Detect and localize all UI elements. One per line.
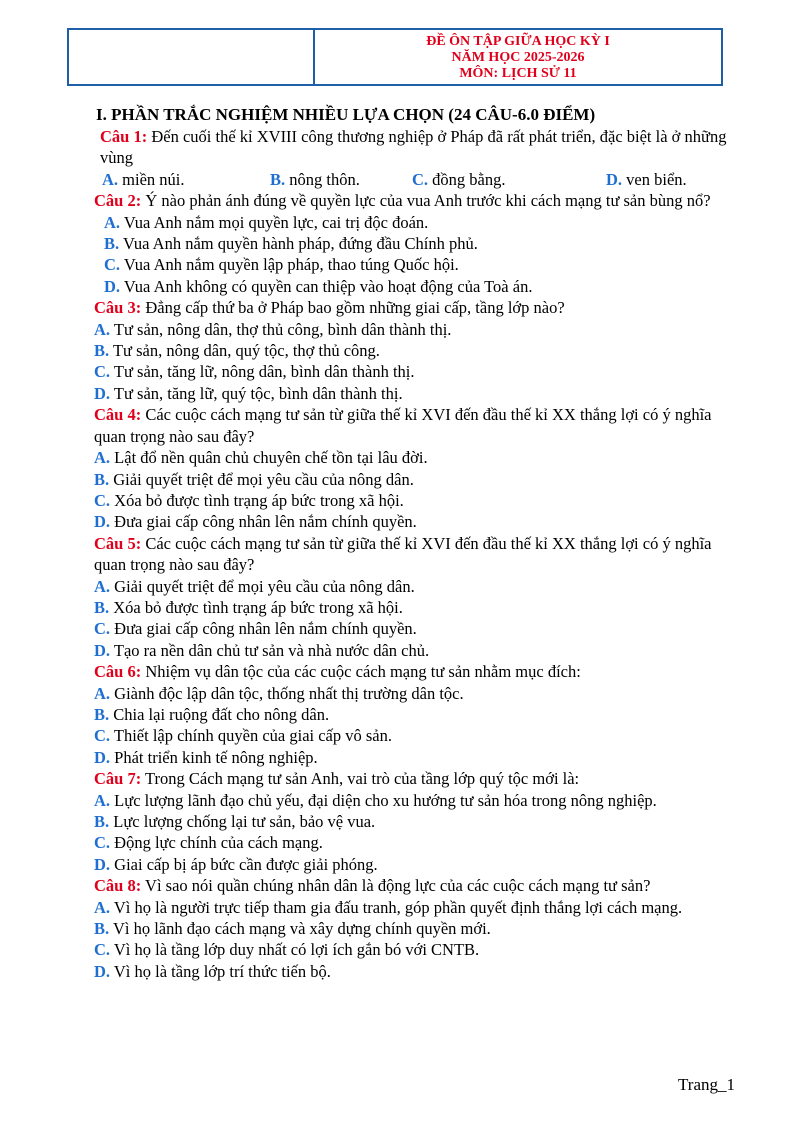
- option-b: [94, 918, 739, 939]
- option-c: [412, 169, 606, 190]
- question-text: Nhiệm vụ dân tộc của các cuộc cách mạng tư sản nhằm mục đích:: [141, 662, 581, 682]
- option-text: Vua Anh không có quyền can thiệp vào hoạt động của Toà án.: [120, 276, 533, 296]
- page-number: Trang_1: [678, 1075, 735, 1094]
- option-d: [94, 511, 739, 532]
- question-3: [94, 297, 739, 318]
- question-label: Câu 6:: [94, 662, 142, 682]
- option-d: [94, 383, 739, 404]
- option-d: [94, 961, 739, 982]
- option-text: Tư sản, tăng lữ, quý tộc, bình dân thành thị.: [110, 383, 403, 403]
- option-text: Lực lượng lãnh đạo chủ yếu, đại diện cho xu hướng tư sản hóa trong nông nghiệp.: [110, 790, 657, 810]
- option-a: [94, 212, 739, 233]
- option-label: D.: [94, 383, 111, 403]
- option-a: [94, 576, 739, 597]
- school-year: NĂM HỌC 2025-2026: [451, 49, 585, 65]
- option-label: D.: [94, 747, 111, 767]
- option-b: [94, 597, 739, 618]
- option-label: A.: [94, 683, 111, 703]
- question-6: [94, 661, 739, 682]
- option-label: B.: [94, 812, 110, 831]
- option-a: [94, 319, 739, 340]
- document-body: [94, 104, 739, 982]
- option-a: [94, 447, 739, 468]
- option-d: [606, 169, 687, 190]
- question-text: Các cuộc cách mạng tư sản từ giữa thế kỉ XVI đến đầu thế kỉ XX thắng lợi có ý nghĩa quan trọng nào sau đây?: [94, 533, 712, 575]
- option-text: Vì họ là tầng lớp duy nhất có lợi ích gắn bó với CNTB.: [110, 940, 480, 960]
- option-a: [94, 790, 739, 811]
- option-label: B.: [270, 169, 286, 189]
- question-2: [94, 190, 739, 211]
- option-text: Xóa bỏ được tình trạng áp bức trong xã hội.: [110, 490, 404, 510]
- option-text: Giải quyết triệt để mọi yêu cầu của nông dân.: [110, 576, 415, 596]
- option-b: [94, 469, 739, 490]
- question-text: Các cuộc cách mạng tư sản từ giữa thế kỉ XVI đến đầu thế kỉ XX thắng lợi có ý nghĩa quan trọng nào sau đây?: [94, 405, 712, 446]
- option-label: C.: [104, 255, 121, 275]
- option-c: [94, 939, 739, 960]
- option-label: A.: [104, 212, 121, 232]
- option-label: A.: [94, 576, 111, 596]
- option-c: [94, 254, 739, 275]
- option-d: [94, 747, 739, 768]
- header-right-cell: [315, 30, 721, 84]
- option-label: A.: [94, 448, 111, 468]
- option-label: D.: [94, 640, 111, 660]
- question-5: [94, 533, 739, 576]
- option-label: C.: [94, 940, 111, 960]
- option-a: [94, 683, 739, 704]
- option-text: miền núi.: [118, 169, 185, 189]
- question-text: Ý nào phản ánh đúng về quyền lực của vua Anh trước khi cách mạng tư sản bùng nổ?: [141, 191, 711, 211]
- exam-title: ĐỀ ÔN TẬP GIỮA HỌC KỲ I: [426, 33, 610, 49]
- header-box: [67, 28, 723, 86]
- question-text: Đến cuối thế kỉ XVIII công thương nghiệp ở Pháp đã rất phát triển, đặc biệt là ở những vùng: [100, 127, 727, 168]
- option-label: A.: [94, 790, 111, 810]
- option-text: Thiết lập chính quyền của giai cấp vô sản.: [110, 726, 392, 746]
- option-label: A.: [94, 319, 111, 339]
- option-c: [94, 725, 739, 746]
- option-b: [94, 233, 739, 254]
- option-text: Đưa giai cấp công nhân lên nắm chính quyền.: [110, 512, 417, 532]
- option-text: Lật đổ nền quân chủ chuyên chế tồn tại lâu đời.: [110, 448, 428, 468]
- question-7: [94, 768, 739, 789]
- option-label: D.: [94, 512, 111, 532]
- option-text: Tư sản, nông dân, thợ thủ công, bình dân thành thị.: [110, 319, 452, 339]
- option-text: Giải quyết triệt để mọi yêu cầu của nông dân.: [109, 469, 414, 489]
- option-text: Động lực chính của cách mạng.: [110, 833, 323, 853]
- option-text: Tư sản, nông dân, quý tộc, thợ thủ công.: [109, 341, 380, 361]
- option-b: [94, 704, 739, 725]
- question-label: Câu 2:: [94, 191, 142, 211]
- option-label: A.: [94, 897, 111, 917]
- option-label: B.: [94, 919, 110, 939]
- option-d: [94, 276, 739, 297]
- question-label: Câu 5:: [94, 533, 142, 553]
- option-text: Vì họ lãnh đạo cách mạng và xây dựng chính quyền mới.: [109, 919, 491, 939]
- question-1: [94, 126, 739, 169]
- option-label: B.: [94, 597, 110, 617]
- option-text: đồng bằng.: [428, 169, 506, 189]
- option-text: Xóa bỏ được tình trạng áp bức trong xã hội.: [109, 597, 403, 617]
- option-label: B.: [104, 234, 120, 254]
- section-title: I. PHẦN TRẮC NGHIỆM NHIỀU LỰA CHỌN (24 CÂU-6.0 ĐIỂM): [96, 105, 596, 124]
- option-label: B.: [94, 469, 110, 489]
- option-text: Lực lượng chống lại tư sản, bảo vệ vua.: [109, 812, 376, 831]
- option-label: C.: [94, 726, 111, 746]
- option-a: [94, 897, 739, 918]
- option-label: D.: [94, 961, 111, 981]
- question-text: Vì sao nói quần chúng nhân dân là động lực của các cuộc cách mạng tư sản?: [141, 876, 651, 896]
- option-label: D.: [606, 169, 623, 189]
- option-label: C.: [94, 833, 111, 853]
- option-label: C.: [94, 619, 111, 639]
- option-d: [94, 640, 739, 661]
- option-c: [94, 832, 739, 853]
- question-label: Câu 3:: [94, 298, 142, 318]
- question-1-options: [94, 169, 739, 190]
- option-label: B.: [94, 341, 110, 361]
- option-label: D.: [104, 276, 121, 296]
- option-label: C.: [94, 490, 111, 510]
- option-text: Đưa giai cấp công nhân lên nắm chính quyền.: [110, 619, 417, 639]
- option-text: ven biển.: [622, 169, 687, 189]
- option-label: C.: [412, 169, 429, 189]
- question-label: Câu 7:: [94, 769, 142, 789]
- option-text: Phát triển kinh tế nông nghiệp.: [110, 747, 318, 767]
- question-text: Đẳng cấp thứ ba ở Pháp bao gồm những giai cấp, tầng lớp nào?: [141, 298, 565, 318]
- option-c: [94, 618, 739, 639]
- header-left-cell: [69, 30, 315, 84]
- option-text: Vì họ là tầng lớp trí thức tiến bộ.: [110, 961, 331, 981]
- option-text: Chia lại ruộng đất cho nông dân.: [109, 704, 330, 724]
- option-text: Giai cấp bị áp bức cần được giải phóng.: [110, 854, 378, 874]
- question-label: Câu 4:: [94, 405, 142, 425]
- option-label: A.: [102, 169, 119, 189]
- question-4: [94, 404, 739, 447]
- option-label: B.: [94, 704, 110, 724]
- option-text: Vua Anh nắm quyền lập pháp, thao túng Quốc hội.: [120, 255, 459, 275]
- option-d: [94, 854, 739, 875]
- option-text: Vì họ là người trực tiếp tham gia đấu tranh, góp phần quyết định thắng lợi cách mạng.: [110, 897, 683, 917]
- option-b: [94, 340, 739, 361]
- subject: MÔN: LỊCH SỬ 11: [459, 65, 577, 81]
- question-label: Câu 1:: [100, 127, 148, 146]
- option-a: [102, 169, 270, 190]
- question-label: Câu 8:: [94, 876, 142, 896]
- option-text: Tư sản, tăng lữ, nông dân, bình dân thành thị.: [110, 362, 415, 382]
- option-b: [94, 811, 739, 832]
- option-text: Vua Anh nắm quyền hành pháp, đứng đầu Chính phủ.: [119, 234, 478, 254]
- option-c: [94, 490, 739, 511]
- option-c: [94, 361, 739, 382]
- question-text: Trong Cách mạng tư sản Anh, vai trò của tầng lớp quý tộc mới là:: [141, 769, 580, 789]
- option-text: Giành độc lập dân tộc, thống nhất thị trường dân tộc.: [110, 683, 464, 703]
- option-b: [270, 169, 412, 190]
- option-label: C.: [94, 362, 111, 382]
- option-label: D.: [94, 854, 111, 874]
- option-text: Tạo ra nền dân chủ tư sản và nhà nước dân chủ.: [110, 640, 430, 660]
- question-8: [94, 875, 739, 896]
- option-text: Vua Anh nắm mọi quyền lực, cai trị độc đoán.: [120, 212, 429, 232]
- option-text: nông thôn.: [285, 169, 360, 189]
